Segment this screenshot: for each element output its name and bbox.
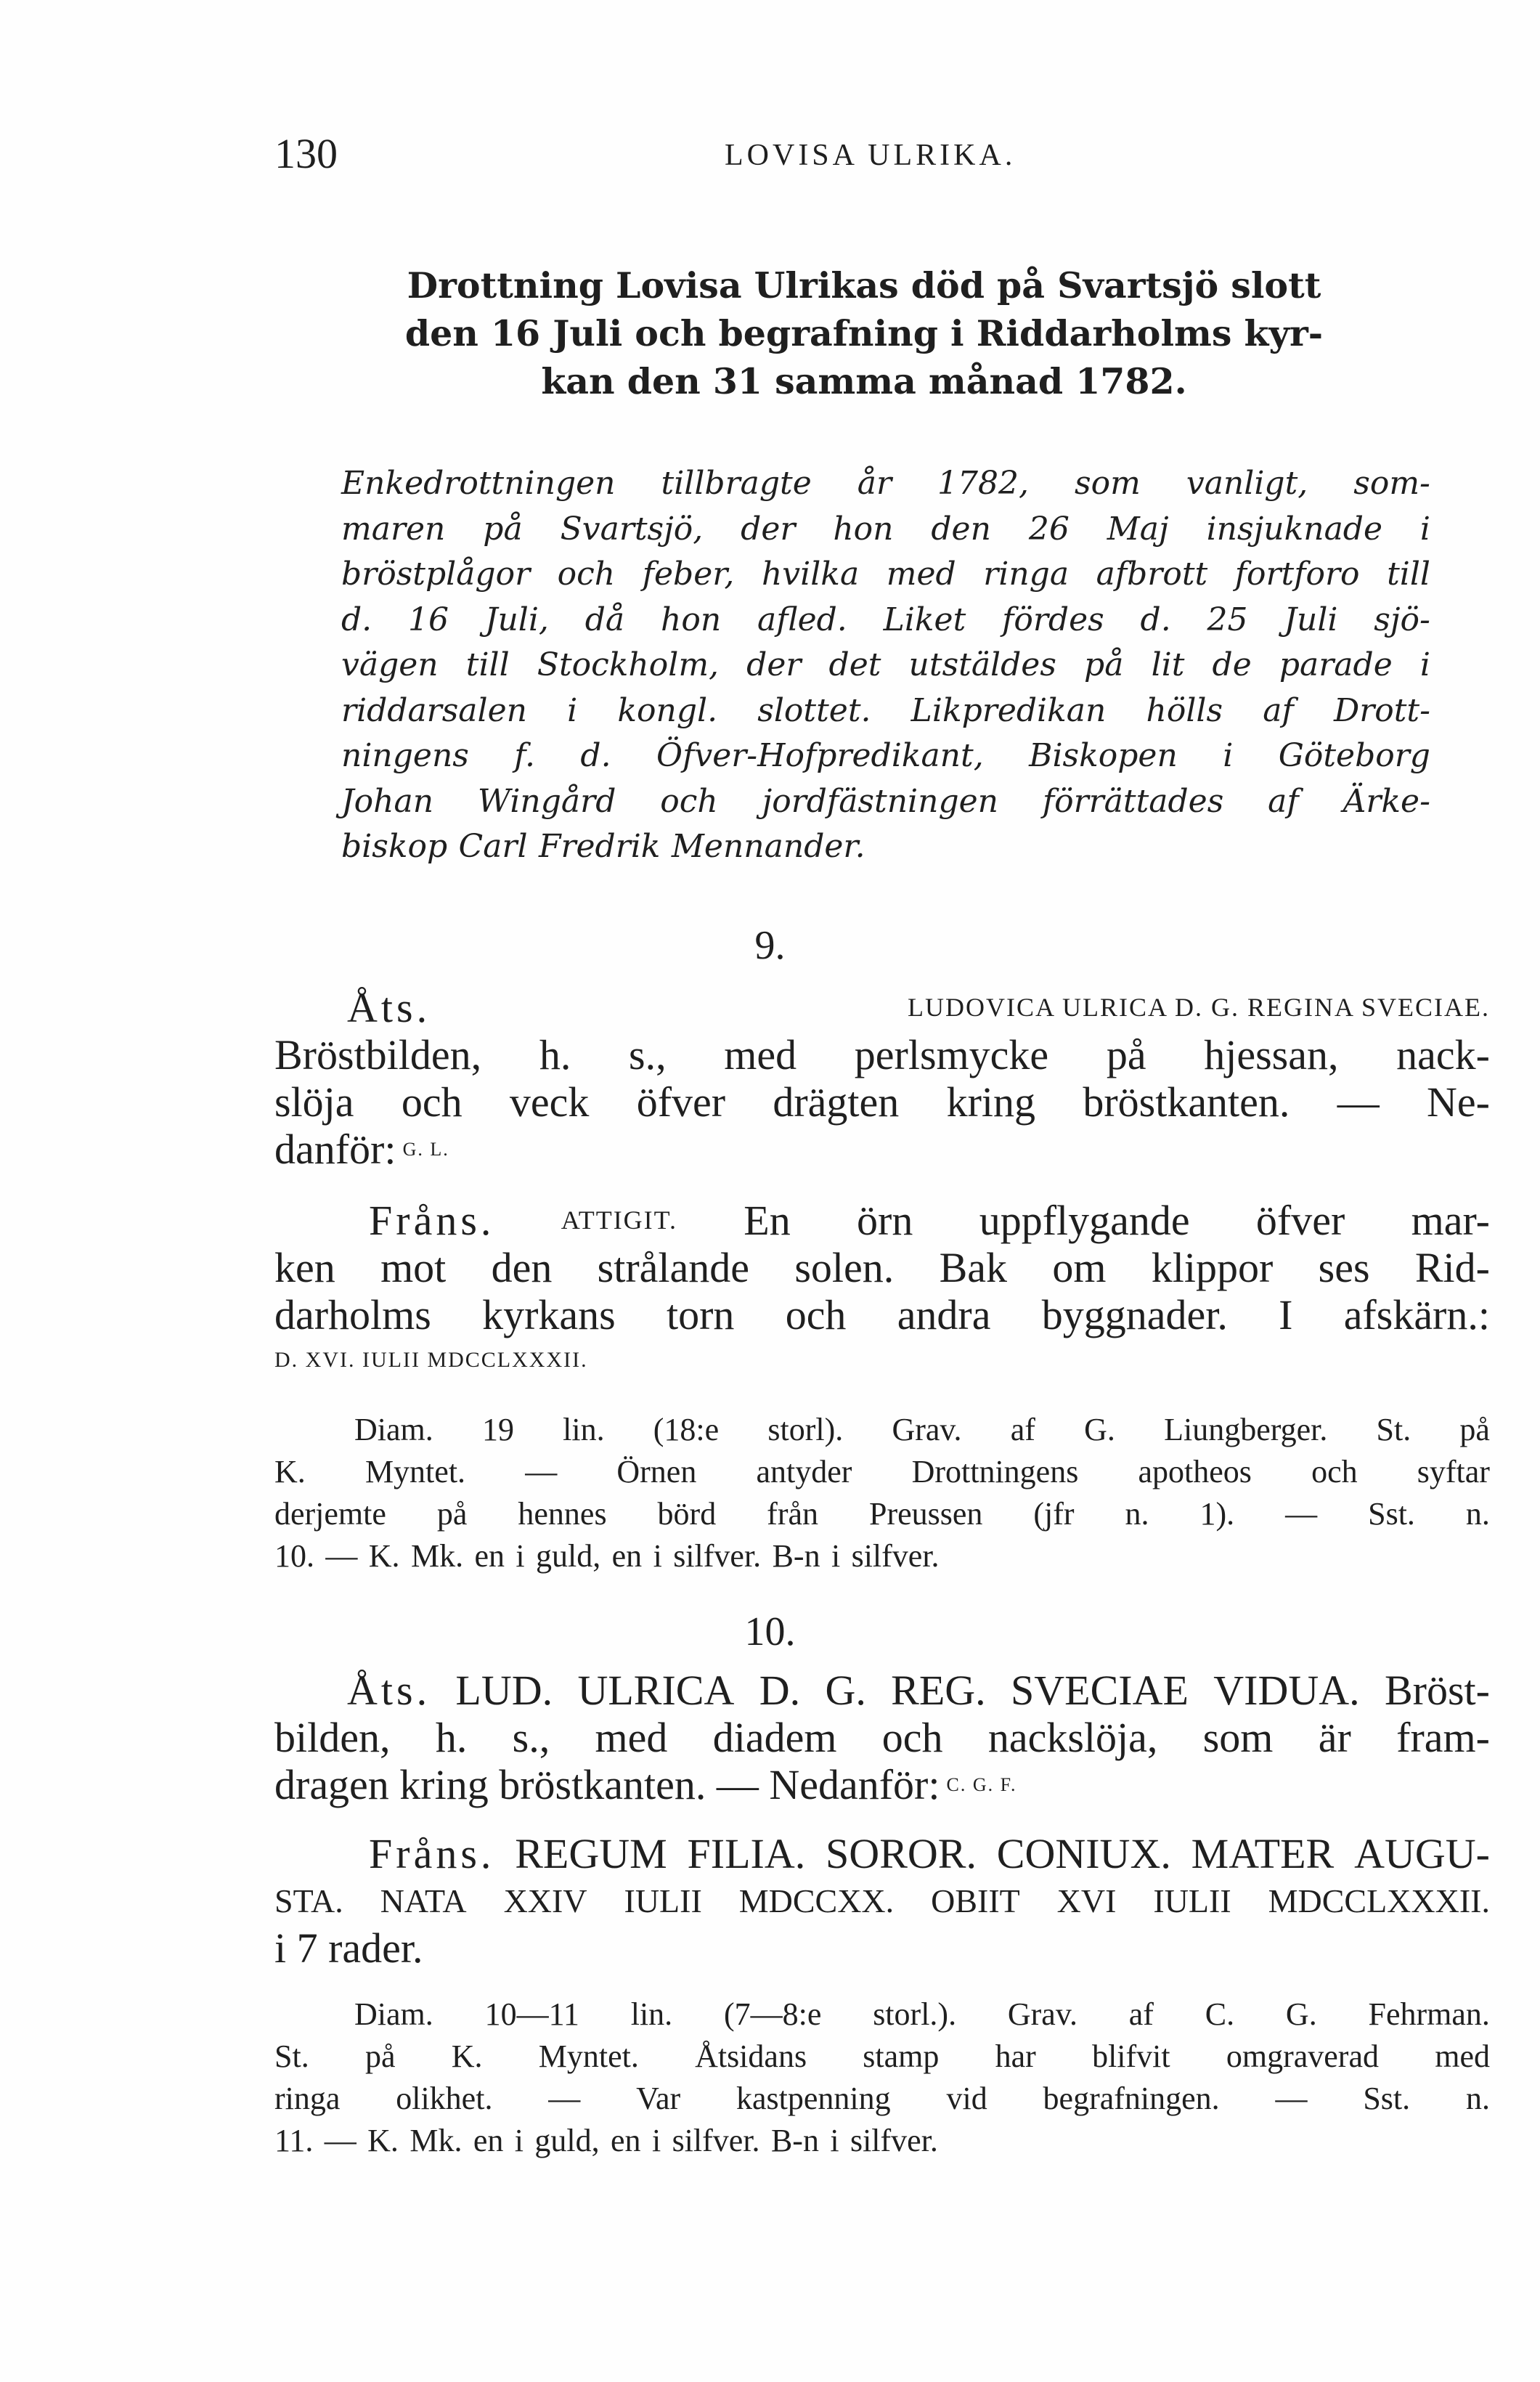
entry-10-reverse: [274, 1830, 1490, 1972]
word: h.: [435, 1714, 468, 1761]
word: i: [831, 1538, 841, 1574]
word: —: [1275, 2081, 1308, 2116]
word: syftar: [1417, 1454, 1490, 1489]
word: —: [324, 2123, 357, 2158]
obverse-last-text: dragen kring bröstkanten. — Nedanför:: [274, 1761, 940, 1808]
reverse-label: Fråns.: [369, 1197, 495, 1244]
word: guld,: [536, 1538, 601, 1574]
text-line: [274, 1291, 1490, 1338]
word: uppflygande: [979, 1197, 1190, 1244]
word: till: [465, 646, 510, 683]
word: bröstkanten.: [1083, 1078, 1290, 1126]
section-title: [298, 261, 1430, 405]
word: olikhet.: [396, 2081, 493, 2116]
word: begrafningen.: [1043, 2081, 1220, 2116]
word: Myntet.: [538, 2038, 639, 2074]
word: K.: [368, 1538, 400, 1574]
word: fördes: [1002, 601, 1104, 638]
text-line: [341, 824, 1430, 870]
text-line: [341, 779, 1430, 825]
word: der: [741, 510, 796, 548]
word: kongl.: [617, 691, 718, 729]
word: i: [1223, 737, 1234, 774]
word: Diam.: [354, 1996, 433, 2032]
word: n.: [1465, 2081, 1490, 2116]
word: der: [746, 646, 802, 683]
word: I: [1279, 1291, 1293, 1338]
section-title-line: Drottning Lovisa Ulrikas död på Svartsjö slott: [407, 264, 1321, 306]
reverse-last-text: i 7 rader.: [274, 1924, 423, 1972]
word: det: [828, 646, 881, 683]
word: REGUM: [515, 1830, 667, 1877]
word: veck: [509, 1078, 590, 1126]
word: IULII: [624, 1882, 702, 1919]
word: den: [491, 1244, 553, 1291]
word: i: [651, 2123, 661, 2158]
word: AUGU-: [1354, 1830, 1490, 1877]
word: silfver.: [673, 1538, 762, 1574]
word: derjemte: [274, 1496, 386, 1532]
word: Göteborg: [1278, 737, 1430, 774]
word: fortforo: [1234, 556, 1360, 593]
text-line: [274, 2036, 1490, 2078]
word: lit: [1151, 646, 1185, 683]
word: Ärke-: [1343, 782, 1430, 820]
word: diadem: [712, 1714, 837, 1761]
obverse-label: Åts.: [347, 1667, 431, 1714]
word: i: [514, 2123, 523, 2158]
word: (jfr: [1033, 1496, 1075, 1532]
word: n.: [1465, 1496, 1490, 1532]
word: G.: [1084, 1412, 1115, 1447]
text-line: [274, 1714, 1490, 1761]
word: Juli: [1284, 601, 1338, 638]
word: —: [1337, 1078, 1380, 1126]
word: Johan: [341, 782, 434, 820]
word: en: [474, 1538, 505, 1574]
word: Mennander.: [671, 828, 865, 865]
word: silfver.: [851, 1538, 940, 1574]
word: och: [1311, 1454, 1358, 1489]
word: med: [886, 556, 956, 593]
page-number: 130: [274, 130, 338, 177]
word: storl).: [767, 1412, 844, 1447]
reverse-description: [274, 1244, 1490, 1338]
word: ken: [274, 1244, 335, 1291]
text-line: [274, 1409, 1490, 1451]
word: 1).: [1199, 1496, 1235, 1532]
word: VIDUA.: [1213, 1667, 1360, 1714]
word: s.,: [512, 1714, 550, 1761]
word: f.: [514, 737, 535, 774]
word: hölls: [1146, 691, 1223, 729]
word: af: [1010, 1412, 1035, 1447]
word: i: [1419, 510, 1430, 548]
word: Myntet.: [364, 1454, 466, 1489]
word: ningens: [341, 737, 469, 774]
word: på: [436, 1496, 468, 1532]
running-head: LOVISA ULRIKA.: [725, 139, 1017, 172]
word: solen.: [794, 1244, 895, 1291]
obverse-first-line: [274, 1667, 1490, 1714]
word: XVI: [1056, 1882, 1117, 1919]
word: hon: [833, 510, 894, 548]
word: en: [473, 2123, 504, 2158]
word: B-n: [772, 1538, 820, 1574]
obverse-description: [274, 1714, 1490, 1761]
word: K.: [367, 2123, 399, 2158]
word: i: [516, 1538, 525, 1574]
word: förrättades: [1042, 782, 1224, 820]
text-line: [274, 1877, 1490, 1924]
text-line: [341, 643, 1430, 688]
word: af: [1263, 691, 1294, 729]
text-line: [341, 461, 1430, 507]
word: andra: [897, 1291, 991, 1338]
word: som: [1202, 1714, 1274, 1761]
word: Fredrik: [538, 828, 661, 865]
word: afled.: [757, 601, 847, 638]
word: St.: [1376, 1412, 1411, 1447]
word: Bröst-: [1384, 1667, 1490, 1714]
word: d.: [341, 601, 372, 638]
word: hon: [660, 601, 722, 638]
word: kyrkans: [482, 1291, 616, 1338]
word: utstäldes: [908, 646, 1056, 683]
word: En: [743, 1197, 791, 1244]
word: bröstplågor: [341, 556, 531, 593]
text-line: [341, 733, 1430, 779]
word: är: [1318, 1714, 1351, 1761]
word: nack-: [1396, 1031, 1490, 1078]
obverse-description: [274, 1031, 1490, 1126]
word: bilden,: [274, 1714, 391, 1761]
word: en: [611, 1538, 643, 1574]
word: h.: [539, 1031, 571, 1078]
text-line: [274, 1244, 1490, 1291]
word: Sst.: [1368, 1496, 1415, 1532]
word: 1782,: [937, 465, 1030, 502]
word: på: [1459, 1412, 1490, 1447]
text-line: [274, 1031, 1490, 1078]
word: ringa: [274, 2081, 341, 2116]
word: Maj: [1107, 510, 1169, 548]
word: 10.: [274, 1538, 314, 1574]
word: den: [931, 510, 991, 548]
entry-9-notes: [274, 1409, 1490, 1577]
entry-number: 9.: [754, 923, 786, 968]
reverse-last-line: [274, 1924, 1490, 1972]
word: klippor: [1151, 1244, 1274, 1291]
word: Grav.: [1007, 1996, 1077, 2032]
reverse-legend: ATTIGIT.: [561, 1206, 677, 1235]
word: Rid-: [1414, 1244, 1490, 1291]
word: sjö-: [1374, 601, 1430, 638]
word: med: [724, 1031, 797, 1078]
word: Bak: [939, 1244, 1008, 1291]
word: då: [584, 601, 625, 638]
word: silfver.: [850, 2123, 938, 2158]
word: Örnen: [616, 1454, 697, 1489]
word: NATA: [380, 1882, 467, 1919]
text-line: [274, 1493, 1490, 1535]
word: som: [1075, 465, 1141, 502]
word: Enkedrottningen: [341, 465, 616, 502]
word: —: [525, 1454, 558, 1489]
word: STA.: [274, 1882, 343, 1919]
word: feber,: [642, 556, 735, 593]
text-line: [274, 1535, 1490, 1577]
word: Stockholm,: [537, 646, 720, 683]
word: 25: [1207, 601, 1248, 638]
word: 11.: [274, 2123, 314, 2158]
word: (18:e: [653, 1412, 720, 1447]
word: FILIA.: [687, 1830, 806, 1877]
word: Ne-: [1427, 1078, 1490, 1126]
word: OBIIT: [931, 1882, 1020, 1919]
word: Mk.: [410, 1538, 464, 1574]
word: hvilka: [761, 556, 860, 593]
word: LUD.: [455, 1667, 553, 1714]
word: med: [1435, 2038, 1490, 2074]
word: strålande: [597, 1244, 750, 1291]
word: stamp: [863, 2038, 940, 2074]
word: Sst.: [1363, 2081, 1411, 2116]
word: tillbragte: [661, 465, 812, 502]
word: d.: [1140, 601, 1171, 638]
word: MDCCLXXXII.: [1268, 1882, 1490, 1919]
engraver-initials: C. G. F.: [946, 1774, 1017, 1795]
word: (7—8:e: [723, 1996, 822, 2032]
word: Juli,: [484, 601, 549, 638]
word: G.: [1285, 1996, 1317, 2032]
word: slottet.: [757, 691, 871, 729]
text-line: [274, 1993, 1490, 2036]
reverse-label: Fråns.: [369, 1830, 495, 1877]
word: jordfästningen: [762, 782, 998, 820]
word: Bröstbilden,: [274, 1031, 482, 1078]
word: om: [1052, 1244, 1107, 1291]
word: på: [364, 2038, 396, 2074]
word: vanligt,: [1186, 465, 1308, 502]
word: år: [857, 465, 892, 502]
page-header: [274, 129, 1472, 187]
reverse-description: [274, 1877, 1490, 1924]
word: d.: [580, 737, 611, 774]
word: i: [1419, 646, 1430, 683]
word: till: [1387, 556, 1430, 593]
word: börd: [657, 1496, 717, 1532]
word: från: [767, 1496, 819, 1532]
obverse-last-text: danför:: [274, 1126, 396, 1173]
obverse-legend: LUDOVICA ULRICA D. G. REGINA SVECIAE.: [908, 993, 1490, 1022]
word: kastpenning: [736, 2081, 891, 2116]
word: XXIV: [503, 1882, 587, 1919]
word: apotheos: [1138, 1454, 1252, 1489]
word: K.: [274, 1454, 306, 1489]
word: 10—11: [484, 1996, 579, 2032]
word: G.: [825, 1667, 866, 1714]
word: af: [1268, 782, 1299, 820]
word: och: [401, 1078, 463, 1126]
word: på: [1106, 1031, 1146, 1078]
section-title-line: kan den 31 samma månad 1782.: [541, 360, 1187, 402]
word: n.: [1125, 1496, 1149, 1532]
word: MDCCXX.: [738, 1882, 895, 1919]
word: maren: [341, 510, 446, 548]
word: SOROR.: [826, 1830, 977, 1877]
word: hennes: [518, 1496, 607, 1532]
obverse-last-line: [274, 1761, 1490, 1808]
word: silfver.: [672, 2123, 760, 2158]
word: i: [567, 691, 578, 729]
word: biskop: [341, 828, 448, 865]
word: antyder: [756, 1454, 852, 1489]
word: och: [785, 1291, 847, 1338]
word: byggnader.: [1041, 1291, 1228, 1338]
word: perlsmycke: [854, 1031, 1049, 1078]
word: Åtsidans: [695, 2038, 807, 2074]
entry-number: 10.: [744, 1609, 796, 1654]
word: Biskopen: [1029, 737, 1178, 774]
word: D.: [759, 1667, 801, 1714]
word: drägten: [773, 1078, 900, 1126]
word: öfver: [1255, 1197, 1345, 1244]
text-line: [341, 552, 1430, 598]
word: Mk.: [410, 2123, 463, 2158]
intro-paragraph: [341, 461, 1430, 870]
text-line: [274, 2120, 1490, 2162]
word: på: [1084, 646, 1124, 683]
word: blifvit: [1092, 2038, 1170, 2074]
entry-10-notes: [274, 1993, 1490, 2162]
word: och: [557, 556, 616, 593]
text-line: [274, 2078, 1490, 2120]
word: hjessan,: [1204, 1031, 1339, 1078]
word: REG.: [891, 1667, 986, 1714]
engraver-initials: G. L.: [402, 1139, 449, 1160]
word: i: [830, 2123, 839, 2158]
word: IULII: [1153, 1882, 1231, 1919]
text-line: [341, 598, 1430, 643]
word: ULRICA: [577, 1667, 735, 1714]
word: Liungberger.: [1164, 1412, 1328, 1447]
word: insjuknade: [1206, 510, 1383, 548]
word: slöja: [274, 1078, 354, 1126]
word: Öfver-Hofpredikant,: [656, 737, 984, 774]
obverse-first-line: [274, 984, 1490, 1031]
word: fram-: [1396, 1714, 1490, 1761]
exergue-line: [274, 1338, 1490, 1382]
word: Liket: [883, 601, 966, 638]
word: vägen: [341, 646, 439, 683]
word: lin.: [563, 1412, 605, 1447]
word: St.: [274, 2038, 309, 2074]
text-line: [341, 688, 1430, 734]
word: Fehrman.: [1368, 1996, 1490, 2032]
reverse-first-line: [274, 1830, 1490, 1877]
word: SVECIAE: [1011, 1667, 1189, 1714]
obverse-last-line: [274, 1126, 1490, 1173]
word: torn: [667, 1291, 735, 1338]
word: omgraverad: [1226, 2038, 1379, 2074]
word: afbrott: [1096, 556, 1208, 593]
reverse-first-line: [274, 1197, 1490, 1244]
word: de: [1212, 646, 1252, 683]
word: Svartsjö,: [560, 510, 704, 548]
exergue-text: D. XVI. IULII MDCCLXXXII.: [274, 1348, 588, 1372]
word: mar-: [1411, 1197, 1490, 1244]
word: Wingård: [477, 782, 616, 820]
word: Var: [636, 2081, 681, 2116]
entry-9-reverse: [274, 1197, 1490, 1382]
word: B-n: [770, 2123, 819, 2158]
word: ringa: [983, 556, 1070, 593]
word: —: [1285, 1496, 1318, 1532]
word: 16: [407, 601, 449, 638]
word: vid: [946, 2081, 987, 2116]
text-line: [274, 1451, 1490, 1493]
word: guld,: [534, 2123, 600, 2158]
word: lin.: [630, 1996, 673, 2032]
text-line: [274, 1078, 1490, 1126]
word: på: [483, 510, 523, 548]
word: 19: [481, 1412, 514, 1447]
word: riddarsalen: [341, 691, 527, 729]
word: afskärn.:: [1343, 1291, 1490, 1338]
word: darholms: [274, 1291, 431, 1338]
word: af: [1128, 1996, 1154, 2032]
word: öfver: [636, 1078, 726, 1126]
word: och: [881, 1714, 943, 1761]
obverse-label: Åts.: [347, 984, 431, 1031]
word: —: [548, 2081, 581, 2116]
word: C.: [1205, 1996, 1235, 2032]
word: Drott-: [1333, 691, 1430, 729]
word: nackslöja,: [987, 1714, 1158, 1761]
word: har: [995, 2038, 1036, 2074]
word: —: [325, 1538, 358, 1574]
word: MATER: [1191, 1830, 1335, 1877]
word: 26: [1028, 510, 1070, 548]
word: kring: [946, 1078, 1036, 1126]
word: med: [595, 1714, 668, 1761]
word: som-: [1353, 465, 1430, 502]
word: s.,: [629, 1031, 667, 1078]
word: Diam.: [354, 1412, 433, 1447]
word: Drottningens: [911, 1454, 1079, 1489]
text-line: [341, 507, 1430, 553]
entry-9-obverse: [274, 984, 1490, 1173]
word: örn: [857, 1197, 913, 1244]
word: ses: [1318, 1244, 1370, 1291]
word: K.: [451, 2038, 483, 2074]
word: och: [660, 782, 718, 820]
word: CONIUX.: [996, 1830, 1171, 1877]
word: storl.).: [873, 1996, 957, 2032]
word: Likpredikan: [910, 691, 1107, 729]
word: en: [611, 2123, 641, 2158]
section-title-line: den 16 Juli och begrafning i Riddarholms kyr-: [404, 312, 1324, 354]
word: Carl: [458, 828, 528, 865]
entry-10-obverse: [274, 1667, 1490, 1808]
word: i: [653, 1538, 662, 1574]
word: parade: [1279, 646, 1393, 683]
word: mot: [380, 1244, 447, 1291]
word: Grav.: [892, 1412, 962, 1447]
word: Preussen: [868, 1496, 983, 1532]
